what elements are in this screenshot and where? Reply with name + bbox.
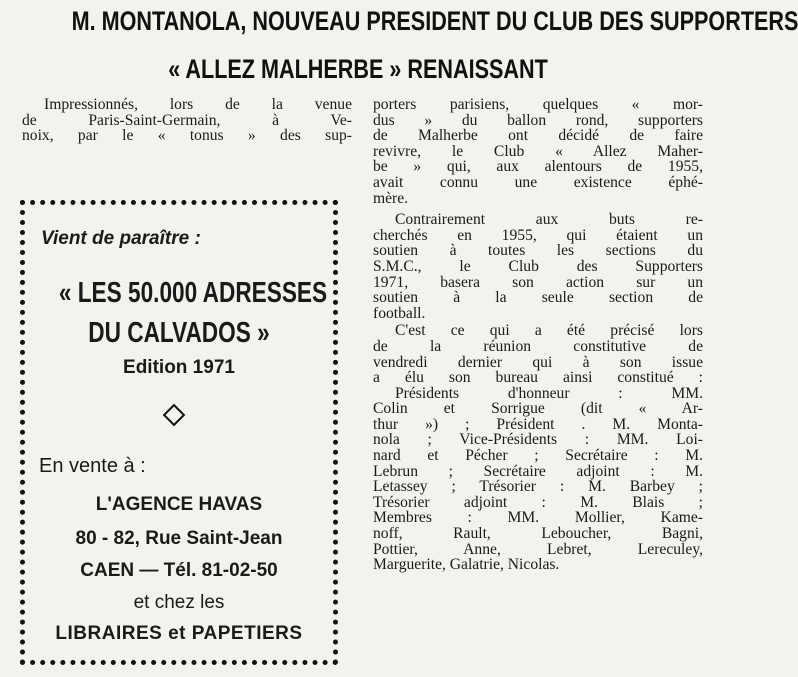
- headline-line-2: « ALLEZ MALHERBE » RENAISSANT: [168, 54, 548, 84]
- article-line: revivre, le Club « Allez Maher-: [373, 142, 703, 160]
- article-line: a élu son bureau ainsi constitué :: [373, 369, 703, 387]
- article-line: Présidents d'honneur : MM.: [395, 384, 703, 402]
- ad-agency: L'AGENCE HAVAS: [95, 494, 263, 515]
- paragraph-3: [373, 323, 703, 573]
- article-line: 1971, basera son action sur un: [373, 273, 703, 291]
- article-line: de la réunion constitutive de: [373, 337, 703, 355]
- article-line: dus » du ballon rond, supporters: [373, 111, 703, 129]
- article-line: football.: [373, 304, 426, 322]
- article-line: porters parisiens, quelques « mor-: [373, 96, 703, 113]
- ad-address: 80 - 82, Rue Saint-Jean: [75, 528, 283, 549]
- article-line: Lebrun ; Secrétaire adjoint : M.: [373, 462, 703, 480]
- advertisement-box: [20, 200, 338, 665]
- article-intro: [22, 97, 352, 144]
- article-line: noff, Rault, Leboucher, Bagni,: [373, 525, 703, 543]
- article-right-column: [373, 97, 703, 573]
- diamond-icon: [163, 404, 186, 427]
- headline-line-1: M. MONTANOLA, NOUVEAU PRESIDENT DU CLUB DES SUPPORTERS: [71, 6, 798, 36]
- article-line: cherchés en 1955, qui étaient un: [373, 226, 703, 244]
- ad-vente-label: En vente à :: [39, 455, 146, 477]
- ad-headline-line-1: « LES 50.000 ADRESSES: [58, 277, 328, 309]
- article-line: vendredi dernier qui à son issue: [373, 353, 703, 371]
- article-line: Letassey ; Trésorier : M. Barbey ;: [373, 478, 703, 496]
- article-line: nard et Pécher ; Secrétaire : M.: [373, 447, 703, 465]
- ad-headline-line-2: DU CALVADOS »: [88, 317, 270, 349]
- paragraph-2: [373, 212, 703, 321]
- article-line: Impressionnés, lors de la venue: [44, 96, 352, 113]
- article-line: de Malherbe ont décidé de faire: [373, 127, 703, 145]
- paragraph-1: [373, 97, 703, 206]
- article-line: Membres : MM. Mollier, Kame-: [373, 509, 703, 527]
- article-line: nola ; Vice-Présidents : MM. Loi-: [373, 431, 703, 449]
- ad-city-phone: CAEN — Tél. 81-02-50: [80, 560, 278, 581]
- article-line: mère.: [373, 189, 409, 207]
- article-line: avait connu une existence éphé-: [373, 173, 703, 191]
- article-line: noix, par le « tonus » des sup-: [22, 127, 352, 145]
- article-line: thur ») ; Président . M. Monta-: [373, 415, 703, 433]
- article-line: Contrairement aux buts re-: [395, 211, 703, 229]
- article-line: S.M.C., le Club des Supporters: [373, 257, 703, 275]
- ad-title: Vient de paraître :: [41, 228, 201, 249]
- article-line: Marguerite, Galatrie, Nicolas.: [373, 556, 560, 574]
- article-line: Pottier, Anne, Lebret, Lereculey,: [373, 540, 703, 558]
- ad-and: et chez les: [133, 592, 225, 613]
- article-line: soutien à la seule section de: [373, 289, 703, 307]
- ad-edition: Edition 1971: [123, 357, 235, 378]
- article-line: Trésorier adjoint : M. Blais ;: [373, 493, 703, 511]
- article-line: be » qui, aux alentours de 1955,: [373, 158, 703, 176]
- article-line: Colin et Sorrigue (dit « Ar-: [373, 400, 703, 418]
- article-line: C'est ce qui a été précisé lors: [395, 322, 703, 340]
- article-line: de Paris-Saint-Germain, à Ve-: [22, 111, 352, 129]
- article-line: soutien à toutes les sections du: [373, 242, 703, 260]
- ad-shops: LIBRAIRES et PAPETIERS: [55, 623, 303, 644]
